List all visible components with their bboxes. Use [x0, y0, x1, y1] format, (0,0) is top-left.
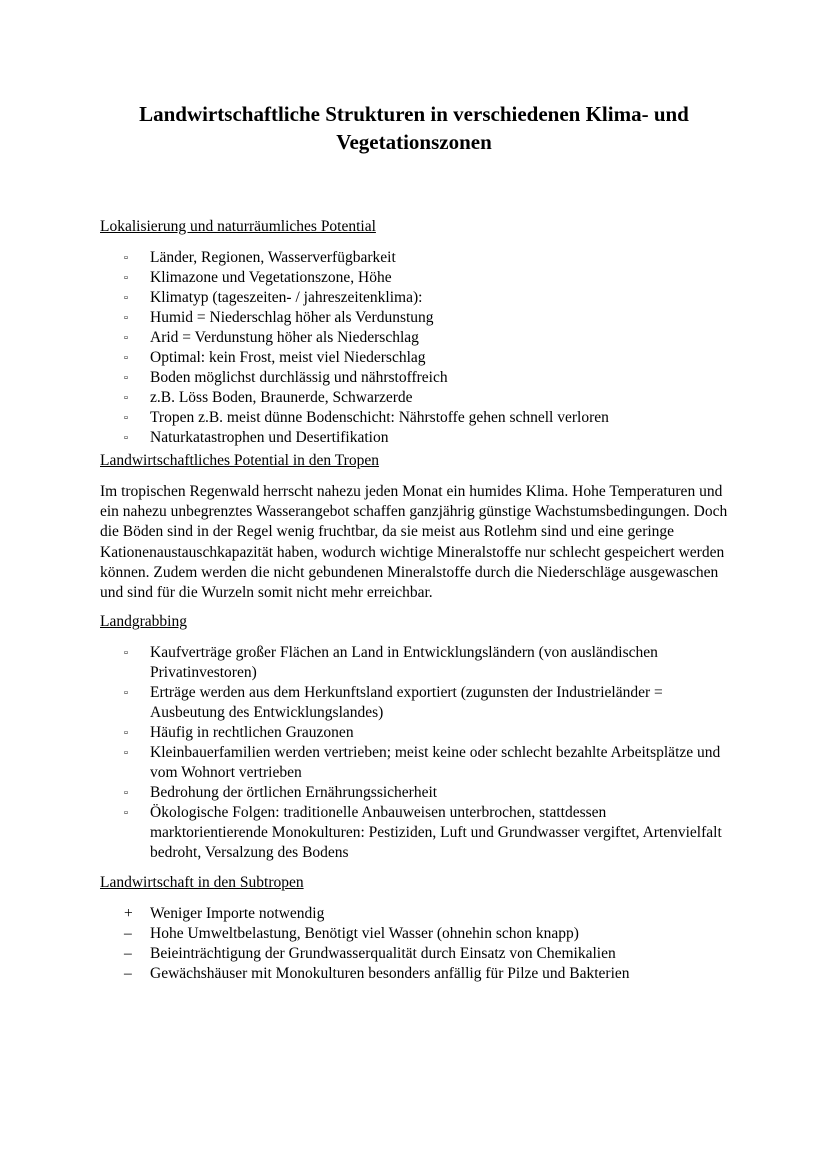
list-item-text: Naturkatastrophen und Desertifikation [150, 429, 389, 446]
square-bullet-icon: ▫ [124, 432, 128, 444]
square-bullet-icon: ▫ [124, 332, 128, 344]
square-bullet-icon: ▫ [124, 747, 128, 760]
list-item [100, 428, 728, 448]
list-item-text: Arid = Verdunstung höher als Niederschlag [150, 329, 419, 346]
list-item [100, 408, 728, 428]
list-item [100, 783, 728, 803]
list-subtropen [100, 904, 728, 984]
section-heading-lokalisierung: Lokalisierung und naturräumliches Potential [100, 218, 376, 235]
list-item [100, 388, 728, 408]
list-item-text: Boden möglichst durchlässig und nährstoffreich [150, 369, 448, 386]
list-item [100, 803, 728, 863]
minus-icon: – [124, 945, 132, 963]
square-bullet-icon: ▫ [124, 412, 128, 424]
list-item-text: Kleinbauerfamilien werden vertrieben; meist keine oder schlecht bezahlte Arbeitsplätze und vom Wohnort vertrieben [150, 744, 721, 782]
list-item [100, 248, 728, 268]
list-item [100, 743, 728, 783]
title-line-2: Vegetationszonen [336, 130, 492, 154]
list-item-text: Kaufverträge großer Flächen an Land in Entwicklungsländern (von ausländischen Privatinvestoren) [150, 644, 658, 682]
square-bullet-icon: ▫ [124, 292, 128, 304]
section-heading-subtropen: Landwirtschaft in den Subtropen [100, 874, 304, 892]
list-item [100, 368, 728, 388]
list-item-text: Humid = Niederschlag höher als Verdunstung [150, 309, 434, 326]
list-item-text: Tropen z.B. meist dünne Bodenschicht: Nährstoffe gehen schnell verloren [150, 409, 609, 426]
list-item-text: Klimatyp (tageszeiten- / jahreszeitenklima): [150, 289, 423, 306]
tropen-paragraph: Im tropischen Regenwald herrscht nahezu jeden Monat ein humides Klima. Hohe Temperaturen und ein nahezu unbegrenztes Wasserangebot schaffen ganzjährig günstige Wachstumsbedingungen. Doch die Böden sind in der Regel wenig fruchtbar, da sie meist aus Rotlehm sind und eine geringe Kationenaustauschkapazität haben, wodurch wichtige Mineralstoffe nur schlecht gespeichert werden können. Zudem werden die nicht gebundenen Mineralstoffe durch die Niederschläge ausgewaschen und sind für die Wurzeln somit nicht mehr erreichbar. [100, 483, 728, 602]
list-item-text: Länder, Regionen, Wasserverfügbarkeit [150, 249, 396, 266]
square-bullet-icon: ▫ [124, 352, 128, 364]
list-item-text: Häufig in rechtlichen Grauzonen [150, 724, 354, 742]
list-item [100, 964, 728, 984]
square-bullet-icon: ▫ [124, 272, 128, 284]
list-item [100, 643, 728, 683]
list-landgrabbing [100, 643, 728, 863]
list-item [100, 683, 728, 723]
square-bullet-icon: ▫ [124, 647, 128, 660]
list-item-text: Optimal: kein Frost, meist viel Niederschlag [150, 349, 426, 366]
square-bullet-icon: ▫ [124, 727, 128, 740]
list-lokalisierung [100, 248, 728, 448]
list-item-text: Gewächshäuser mit Monokulturen besonders anfällig für Pilze und Bakterien [150, 965, 630, 983]
square-bullet-icon: ▫ [124, 372, 128, 384]
list-item [100, 268, 728, 288]
list-item-text: Ökologische Folgen: traditionelle Anbauweisen unterbrochen, stattdessen marktorientierende Monokulturen: Pestiziden, Luft und Grundwasser vergiftet, Artenvielfalt bedroht, Versalzung des Bodens [150, 804, 722, 862]
list-item-text: Klimazone und Vegetationszone, Höhe [150, 269, 392, 286]
square-bullet-icon: ▫ [124, 252, 128, 264]
square-bullet-icon: ▫ [124, 807, 128, 820]
list-item-text: z.B. Löss Boden, Braunerde, Schwarzerde [150, 389, 413, 406]
square-bullet-icon: ▫ [124, 687, 128, 700]
list-item-text: Bedrohung der örtlichen Ernährungssicherheit [150, 784, 438, 802]
list-item-text: Erträge werden aus dem Herkunftsland exportiert (zugunsten der Industrieländer = Ausbeutung des Entwicklungslandes) [150, 684, 663, 722]
minus-icon: – [124, 965, 132, 983]
list-item [100, 328, 728, 348]
list-item [100, 288, 728, 308]
list-item [100, 308, 728, 328]
list-item-text: Weniger Importe notwendig [150, 905, 325, 923]
document-title [100, 100, 728, 156]
section-heading-tropen: Landwirtschaftliches Potential in den Tropen [100, 452, 379, 469]
list-item [100, 944, 728, 964]
square-bullet-icon: ▫ [124, 787, 128, 800]
document-page [100, 100, 728, 984]
list-item [100, 348, 728, 368]
list-item-text: Beieinträchtigung der Grundwasserqualität durch Einsatz von Chemikalien [150, 945, 616, 963]
list-item [100, 924, 728, 944]
section-heading-landgrabbing: Landgrabbing [100, 613, 187, 631]
minus-icon: – [124, 925, 132, 943]
square-bullet-icon: ▫ [124, 392, 128, 404]
list-item [100, 904, 728, 924]
plus-icon: + [124, 905, 133, 923]
square-bullet-icon: ▫ [124, 312, 128, 324]
list-item-text: Hohe Umweltbelastung, Benötigt viel Wasser (ohnehin schon knapp) [150, 925, 579, 943]
list-item [100, 723, 728, 743]
title-line-1: Landwirtschaftliche Strukturen in verschiedenen Klima- und [139, 102, 689, 126]
